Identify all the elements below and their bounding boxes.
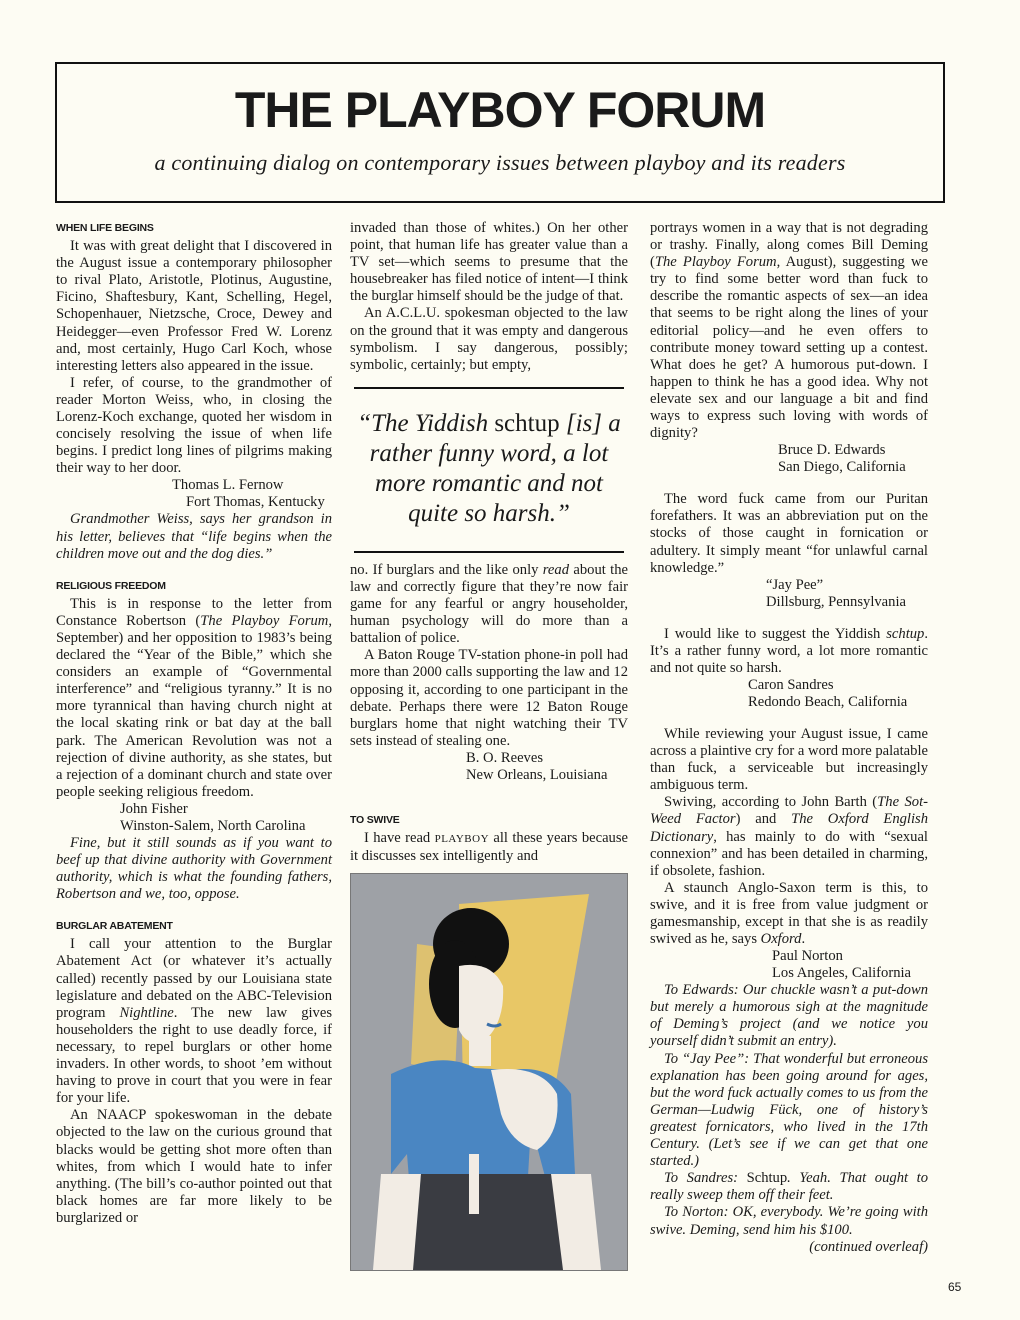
letter-paragraph: While reviewing your August issue, I came across a plaintive cry for a word more palatable than fuck, a serviceable but increasingly ambiguous term.: [650, 725, 928, 794]
page-number: 65: [948, 1280, 962, 1294]
page-subtitle: a continuing dialog on contemporary issues between playboy and its readers: [154, 150, 846, 175]
editor-reply: To Norton: OK, everybody. We’re going with swive. Deming, send him his $100.: [650, 1204, 928, 1238]
section-heading-when-life-begins: WHEN LIFE BEGINS: [56, 222, 154, 234]
letter-signature: [466, 750, 628, 784]
signature-location: Los Angeles, California: [772, 965, 912, 982]
signature-name: John Fisher: [120, 800, 188, 817]
letter-paragraph: A staunch Anglo-Saxon term is this, to swive, and it is free from value judgment or gamesmanship, except in that she is as readily swived as he, says Oxford.: [650, 879, 928, 948]
signature-name: Caron Sandres: [748, 676, 834, 693]
section-heading-to-swive: TO SWIVE: [350, 813, 400, 826]
letter-paragraph: invaded than those of whites.) On her other point, that human life has greater value than a TV set—which seems to presume that the housebreaker has filed notice of intent—I think the burglar himself should be the judge of that.: [350, 220, 628, 305]
signature-location: San Diego, California: [778, 459, 906, 476]
page-title: THE PLAYBOY FORUM: [234, 82, 766, 138]
forum-header: [55, 62, 945, 203]
woman-illustration-image: [351, 874, 627, 1270]
column-1: [56, 220, 332, 1227]
letter-paragraph: no. If burglars and the like only read about the law and correctly figure that they’re now fair game for any fearful or angry householder, human psychology will do more than a battalion of police.: [350, 561, 628, 647]
editor-reply: Grandmother Weiss, says her grandson in his letter, believes that “life begins when the children move out and the dog dies.”: [56, 511, 332, 562]
letter-signature: [778, 442, 928, 476]
letter-paragraph: The word fuck came from our Puritan forefathers. It was an abbreviation put on the stocks of those caught in fornication or adultery. It simply meant “for unlawful carnal knowledge.”: [650, 491, 928, 576]
signature-name: B. O. Reeves: [466, 749, 544, 766]
letter-paragraph: This is in response to the letter from Constance Robertson (The Playboy Forum, September) and her opposition to 1983’s being declared the “Year of the Bible,” which she considers an example of “Governmental interference” and “religious tyranny.” It is no more tyrannical than having church night at the local skating rink or bat day at the ball park. The American Revolution was not a rejection of divine authority, as she states, but a rejection of a dominant church and state over people seeking religious freedom.: [56, 595, 332, 800]
signature-location: Winston-Salem, North Carolina: [120, 817, 306, 834]
letter-paragraph: A Baton Rouge TV-station phone-in poll had more than 2000 calls supporting the law and 12 opposing it, according to one participant in the debate. Perhaps there were 12 Baton Rouge burglars home that night watching their TV sets instead of stealing one.: [350, 647, 628, 749]
letter-paragraph: It was with great delight that I discovered in the August issue a contemporary philosopher to rival Plato, Aristotle, Plotinus, Augustine, Ficino, Shaftesbury, Kant, Schelling, Hegel, Schopenhauer, Nietzsche, Croce, Dewey and Heidegger—even Professor Fred W. Lorenz and, most certainly, Hugo Carl Koch, whose interesting letters also appeared in the issue.: [56, 238, 332, 374]
letter-signature: [772, 948, 928, 982]
letter-signature: [766, 577, 928, 611]
letter-signature: [172, 477, 332, 511]
letter-paragraph: Swiving, according to John Barth (The Sot-Weed Factor) and The Oxford English Dictionary, has mainly to do with “sexual connexion” and has been detailed in charming, if obsolete, fashion.: [650, 794, 929, 879]
letter-paragraph: I would like to suggest the Yiddish schtup. It’s a rather funny word, a lot more romantic and not quite so harsh.: [650, 625, 928, 676]
letter-paragraph: I call your attention to the Burglar Abatement Act (or whatever it’s actually called) recently passed by our Louisiana state legislature and debated on the ABC-Television program Nightline. The new law gives householders the right to use deadly force, if necessary, to repel burglars or other home invaders. In other words, to shoot ’em without having to prove in court that you were in fear for your life.: [56, 936, 332, 1107]
signature-name: Thomas L. Fernow: [172, 477, 284, 494]
letter-signature: [748, 677, 928, 711]
signature-location: New Orleans, Louisiana: [466, 766, 608, 783]
letter-signature: [120, 801, 332, 835]
letter-paragraph: I refer, of course, to the grandmother of reader Morton Weiss, who, in closing the Lorenz-Koch exchange, quoted her wisdom in concisely resolving the issue of when life begins. I predict long lines of pilgrims making their way to her door.: [56, 374, 332, 477]
signature-name: Paul Norton: [772, 948, 843, 965]
signature-name: Bruce D. Edwards: [778, 442, 886, 459]
section-heading-religious-freedom: RELIGIOUS FREEDOM: [56, 579, 166, 592]
editor-reply: Fine, but it still sounds as if you want to beef up that divine authority with Government authority, which is what the founding fathers, Robertson and we, too, oppose.: [56, 834, 332, 903]
signature-location: Redondo Beach, California: [748, 693, 908, 710]
pull-quote: “The Yiddish schtup [is] a rather funny word, a lot more romantic and not quite so harsh.”: [354, 387, 624, 553]
signature-location: Fort Thomas, Kentucky: [186, 494, 325, 511]
letter-paragraph: portrays women in a way that is not degrading or trashy. Finally, along comes Bill Deming (The Playboy Forum, August), suggesting we try to find some better word than fuck to describe the romantic aspects of sex—an idea that seems to be right along the lines of your editorial policy—and he even offers to contribute money toward setting up a contest. What does he get? A humorous put-down. I happen to think he has a good idea. Why not elevate sex and our language a bit and find ways to express such loving with words of dignity?: [650, 220, 928, 442]
continued-note: (continued overleaf): [809, 1238, 928, 1255]
illustration: [350, 873, 628, 1271]
editor-reply: To Sandres: Schtup. Yeah. That ought to really sweep them off their feet.: [650, 1170, 928, 1204]
letter-paragraph: An NAACP spokeswoman in the debate objected to the law on the curious ground that blacks would be getting shot more often than whites, from which I would hate to infer anything. (The bill’s co-author pointed out that black homes are far more likely to be burglarized or: [56, 1107, 332, 1226]
letter-paragraph: An A.C.L.U. spokesman objected to the law on the ground that it was empty and dangerous symbolism. I say dangerous, possibly; symbolic, certainly; but empty,: [350, 305, 628, 373]
column-3: [650, 220, 928, 1256]
section-heading-burglar-abatement: BURGLAR ABATEMENT: [56, 920, 173, 933]
signature-location: Dillsburg, Pennsylvania: [766, 593, 906, 610]
editor-reply: To “Jay Pee”: That wonderful but erroneous explanation has been going around for ages, but the word fuck actually comes to us from the German—Ludwig Fück, one of history’s greatest fornicators, who lived in the 17th Century. (Let’s see if we can get that one started.): [650, 1050, 928, 1170]
letter-paragraph: I have read PLAYBOY all these years because it discusses sex intelligently and: [350, 829, 629, 865]
signature-name: “Jay Pee”: [766, 576, 824, 593]
editor-reply: To Edwards: Our chuckle wasn’t a put-down but merely a humorous sigh at the magnitude of Deming’s project (and we notice you yourself didn’t submit an entry).: [650, 982, 928, 1050]
column-2: [350, 220, 628, 1271]
